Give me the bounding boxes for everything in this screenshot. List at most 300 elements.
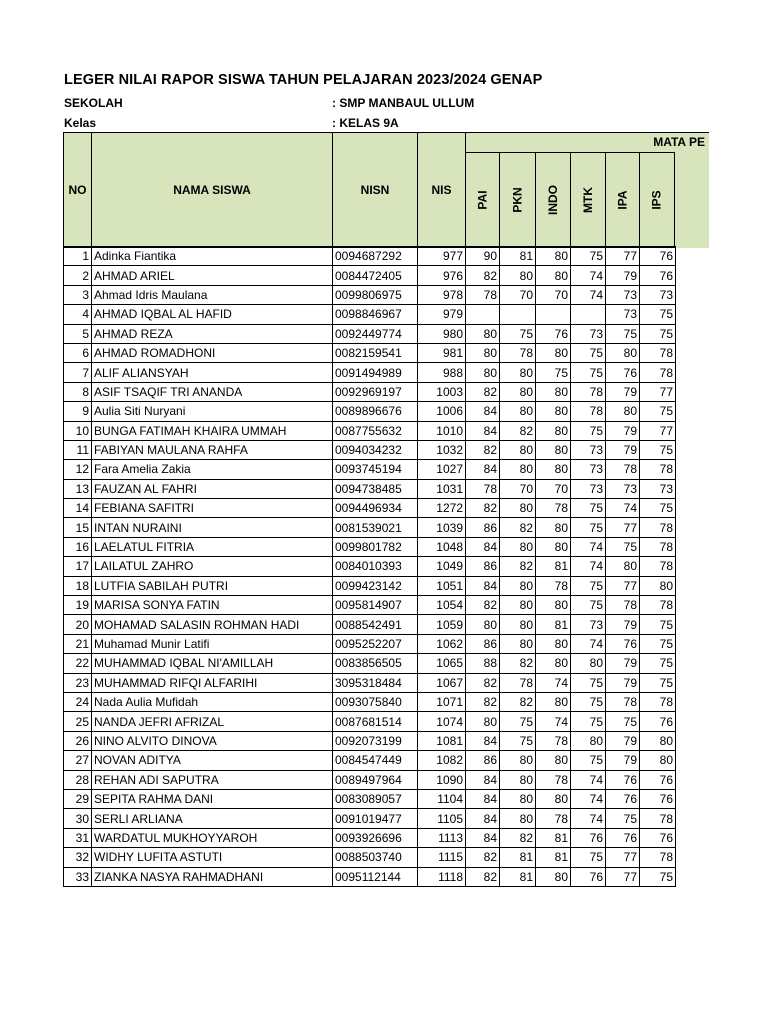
score-cell-pai: 82 xyxy=(466,499,500,518)
table-row xyxy=(64,557,676,576)
document-title: LEGER NILAI RAPOR SISWA TAHUN PELAJARAN 2023/2024 GENAP xyxy=(64,72,543,88)
table-row xyxy=(64,867,676,886)
row-nisn-cell: 0095814907 xyxy=(333,596,418,615)
row-nisn-cell: 0092969197 xyxy=(333,382,418,401)
score-cell-mtk: 75 xyxy=(571,363,606,382)
score-cell-pai: 82 xyxy=(466,867,500,886)
score-cell-ips: 76 xyxy=(640,712,676,731)
row-nisn-cell: 0099423142 xyxy=(333,576,418,595)
table-row xyxy=(64,537,676,556)
table-row xyxy=(64,421,676,440)
score-cell-pkn: 80 xyxy=(500,363,536,382)
row-no-cell: 22 xyxy=(64,654,92,673)
row-nis-cell: 979 xyxy=(418,305,466,324)
score-cell-pai: 84 xyxy=(466,731,500,750)
row-nis-cell: 1059 xyxy=(418,615,466,634)
score-cell-mtk: 75 xyxy=(571,848,606,867)
score-cell-pkn: 80 xyxy=(500,537,536,556)
score-cell-pkn: 81 xyxy=(500,247,536,266)
score-cell-indo: 80 xyxy=(536,518,571,537)
score-cell-ips: 73 xyxy=(640,479,676,498)
row-no-cell: 20 xyxy=(64,615,92,634)
table-row xyxy=(64,363,676,382)
row-no-cell: 24 xyxy=(64,692,92,711)
score-cell-ips: 80 xyxy=(640,751,676,770)
score-cell-ips: 75 xyxy=(640,634,676,653)
row-name-cell: ASIF TSAQIF TRI ANANDA xyxy=(92,382,333,401)
score-cell-ips: 75 xyxy=(640,440,676,459)
row-no-cell: 19 xyxy=(64,596,92,615)
score-cell-pai: 84 xyxy=(466,789,500,808)
score-cell-mtk: 73 xyxy=(571,460,606,479)
header-subject-mtk: MTK xyxy=(570,152,605,248)
header-nis: NIS xyxy=(417,132,465,248)
row-nis-cell: 1062 xyxy=(418,634,466,653)
score-cell-ipa: 79 xyxy=(606,440,640,459)
row-name-cell: MUHAMMAD IQBAL NI'AMILLAH xyxy=(92,654,333,673)
table-row xyxy=(64,692,676,711)
score-cell-mtk: 74 xyxy=(571,809,606,828)
row-name-cell: Muhamad Munir Latifi xyxy=(92,634,333,653)
score-cell-pai: 82 xyxy=(466,848,500,867)
score-cell-ipa: 75 xyxy=(606,712,640,731)
row-name-cell: LAILATUL ZAHRO xyxy=(92,557,333,576)
row-no-cell: 33 xyxy=(64,867,92,886)
score-cell-ipa: 75 xyxy=(606,809,640,828)
score-cell-ipa: 79 xyxy=(606,421,640,440)
score-cell-ipa: 75 xyxy=(606,324,640,343)
row-nisn-cell: 3095318484 xyxy=(333,673,418,692)
row-nis-cell: 1272 xyxy=(418,499,466,518)
score-cell-pai: 84 xyxy=(466,460,500,479)
row-nis-cell: 980 xyxy=(418,324,466,343)
row-no-cell: 26 xyxy=(64,731,92,750)
score-cell-mtk: 75 xyxy=(571,576,606,595)
row-nisn-cell: 0087681514 xyxy=(333,712,418,731)
score-cell-pkn: 80 xyxy=(500,440,536,459)
score-cell-ips: 75 xyxy=(640,673,676,692)
score-cell-ips: 75 xyxy=(640,402,676,421)
row-nisn-cell: 0087755632 xyxy=(333,421,418,440)
score-cell-pai: 84 xyxy=(466,809,500,828)
row-nisn-cell: 0093075840 xyxy=(333,692,418,711)
row-name-cell: AHMAD ROMADHONI xyxy=(92,343,333,362)
row-no-cell: 27 xyxy=(64,751,92,770)
score-cell-ipa: 75 xyxy=(606,537,640,556)
score-cell-ips: 80 xyxy=(640,731,676,750)
score-cell-ipa: 80 xyxy=(606,343,640,362)
row-nisn-cell: 0093745194 xyxy=(333,460,418,479)
score-cell-pkn: 81 xyxy=(500,848,536,867)
row-name-cell: WIDHY LUFITA ASTUTI xyxy=(92,848,333,867)
row-name-cell: MUHAMMAD RIFQI ALFARIHI xyxy=(92,673,333,692)
row-name-cell: Ahmad Idris Maulana xyxy=(92,285,333,304)
score-cell-mtk: 75 xyxy=(571,518,606,537)
score-cell-mtk: 75 xyxy=(571,343,606,362)
row-nisn-cell: 0084472405 xyxy=(333,266,418,285)
row-name-cell: Nada Aulia Mufidah xyxy=(92,692,333,711)
row-nis-cell: 1049 xyxy=(418,557,466,576)
score-cell-ipa: 79 xyxy=(606,751,640,770)
score-cell-mtk: 75 xyxy=(571,421,606,440)
header-subject-indo: INDO xyxy=(535,152,570,248)
header-subject-ips: IPS xyxy=(639,152,675,248)
row-no-cell: 21 xyxy=(64,634,92,653)
table-row xyxy=(64,654,676,673)
score-cell-ips: 75 xyxy=(640,654,676,673)
score-cell-ips: 78 xyxy=(640,596,676,615)
score-cell-indo: 78 xyxy=(536,770,571,789)
score-cell-ipa: 79 xyxy=(606,731,640,750)
row-name-cell: Adinka Fiantika xyxy=(92,247,333,266)
score-cell-ipa: 77 xyxy=(606,576,640,595)
score-cell-ips: 78 xyxy=(640,518,676,537)
table-row xyxy=(64,809,676,828)
table-row xyxy=(64,382,676,401)
score-cell-mtk: 80 xyxy=(571,654,606,673)
score-cell-ipa: 73 xyxy=(606,305,640,324)
row-name-cell: AHMAD REZA xyxy=(92,324,333,343)
row-name-cell: Aulia Siti Nuryani xyxy=(92,402,333,421)
score-cell-mtk: 73 xyxy=(571,440,606,459)
score-cell-ips: 78 xyxy=(640,537,676,556)
score-cell-ips: 75 xyxy=(640,867,676,886)
row-name-cell: NINO ALVITO DINOVA xyxy=(92,731,333,750)
score-cell-pai: 82 xyxy=(466,673,500,692)
header-subject-pai: PAI xyxy=(465,152,499,248)
row-name-cell: LUTFIA SABILAH PUTRI xyxy=(92,576,333,595)
score-cell-ips: 73 xyxy=(640,285,676,304)
score-cell-ipa: 79 xyxy=(606,673,640,692)
row-nisn-cell: 0098846967 xyxy=(333,305,418,324)
row-no-cell: 1 xyxy=(64,247,92,266)
score-cell-mtk: 78 xyxy=(571,382,606,401)
row-nisn-cell: 0092449774 xyxy=(333,324,418,343)
row-no-cell: 31 xyxy=(64,828,92,847)
score-cell-ips: 78 xyxy=(640,692,676,711)
score-cell-pai: 86 xyxy=(466,518,500,537)
score-cell-pai: 84 xyxy=(466,770,500,789)
row-name-cell: MARISA SONYA FATIN xyxy=(92,596,333,615)
row-nis-cell: 1003 xyxy=(418,382,466,401)
score-cell-mtk: 74 xyxy=(571,266,606,285)
score-cell-indo: 70 xyxy=(536,285,571,304)
score-cell-indo: 81 xyxy=(536,828,571,847)
score-cell-indo: 80 xyxy=(536,751,571,770)
score-cell-indo: 81 xyxy=(536,557,571,576)
row-nis-cell: 978 xyxy=(418,285,466,304)
row-nisn-cell: 0093926696 xyxy=(333,828,418,847)
score-cell-ips: 78 xyxy=(640,809,676,828)
row-name-cell: NOVAN ADITYA xyxy=(92,751,333,770)
score-cell-indo: 80 xyxy=(536,421,571,440)
score-cell-ipa: 77 xyxy=(606,247,640,266)
table-row xyxy=(64,751,676,770)
row-nis-cell: 1105 xyxy=(418,809,466,828)
score-cell-ipa: 77 xyxy=(606,848,640,867)
row-no-cell: 32 xyxy=(64,848,92,867)
score-cell-pai: 78 xyxy=(466,285,500,304)
row-no-cell: 11 xyxy=(64,440,92,459)
row-no-cell: 4 xyxy=(64,305,92,324)
row-nis-cell: 1065 xyxy=(418,654,466,673)
row-no-cell: 6 xyxy=(64,343,92,362)
header-subject-ipa: IPA xyxy=(605,152,639,248)
score-cell-indo: 80 xyxy=(536,402,571,421)
row-name-cell: MOHAMAD SALASIN ROHMAN HADI xyxy=(92,615,333,634)
score-cell-pkn: 78 xyxy=(500,673,536,692)
score-cell-ips: 77 xyxy=(640,421,676,440)
score-cell-ips: 76 xyxy=(640,266,676,285)
row-nisn-cell: 0095252207 xyxy=(333,634,418,653)
score-cell-pai: 80 xyxy=(466,343,500,362)
score-cell-pai: 82 xyxy=(466,266,500,285)
score-cell-mtk: 76 xyxy=(571,828,606,847)
row-nisn-cell: 0095112144 xyxy=(333,867,418,886)
score-cell-ips: 78 xyxy=(640,848,676,867)
table-row xyxy=(64,576,676,595)
school-value: : SMP MANBAUL ULLUM xyxy=(332,96,475,110)
score-cell-pkn: 80 xyxy=(500,266,536,285)
score-cell-indo: 80 xyxy=(536,382,571,401)
row-no-cell: 7 xyxy=(64,363,92,382)
table-row xyxy=(64,305,676,324)
row-nisn-cell: 0094496934 xyxy=(333,499,418,518)
score-cell-indo: 80 xyxy=(536,537,571,556)
row-nisn-cell: 0089497964 xyxy=(333,770,418,789)
score-cell-ipa: 76 xyxy=(606,828,640,847)
score-cell-pkn: 80 xyxy=(500,382,536,401)
table-row xyxy=(64,731,676,750)
row-nisn-cell: 0082159541 xyxy=(333,343,418,362)
table-row xyxy=(64,440,676,459)
row-nis-cell: 1104 xyxy=(418,789,466,808)
score-cell-pkn: 80 xyxy=(500,615,536,634)
score-cell-pkn: 80 xyxy=(500,596,536,615)
row-name-cell: AHMAD IQBAL AL HAFID xyxy=(92,305,333,324)
row-nis-cell: 1031 xyxy=(418,479,466,498)
row-name-cell: FABIYAN MAULANA RAHFA xyxy=(92,440,333,459)
score-cell-ipa: 78 xyxy=(606,692,640,711)
score-cell-ipa: 80 xyxy=(606,402,640,421)
score-cell-ips: 80 xyxy=(640,576,676,595)
row-nis-cell: 1010 xyxy=(418,421,466,440)
row-nisn-cell: 0083856505 xyxy=(333,654,418,673)
score-cell-indo: 74 xyxy=(536,712,571,731)
row-nisn-cell: 0084547449 xyxy=(333,751,418,770)
row-name-cell: SERLI ARLIANA xyxy=(92,809,333,828)
row-nis-cell: 1032 xyxy=(418,440,466,459)
row-nis-cell: 1071 xyxy=(418,692,466,711)
header-subject-pkn: PKN xyxy=(499,152,535,248)
row-no-cell: 16 xyxy=(64,537,92,556)
score-cell-mtk: 75 xyxy=(571,712,606,731)
row-no-cell: 23 xyxy=(64,673,92,692)
score-cell-indo: 78 xyxy=(536,731,571,750)
score-cell-pai: 82 xyxy=(466,382,500,401)
row-no-cell: 5 xyxy=(64,324,92,343)
score-cell-pkn: 70 xyxy=(500,285,536,304)
row-name-cell: REHAN ADI SAPUTRA xyxy=(92,770,333,789)
score-cell-mtk: 74 xyxy=(571,537,606,556)
row-nis-cell: 1067 xyxy=(418,673,466,692)
score-cell-ips: 77 xyxy=(640,382,676,401)
score-cell-mtk: 80 xyxy=(571,731,606,750)
row-nis-cell: 1082 xyxy=(418,751,466,770)
score-cell-pai: 78 xyxy=(466,479,500,498)
score-cell-pkn: 80 xyxy=(500,460,536,479)
row-no-cell: 10 xyxy=(64,421,92,440)
table-header xyxy=(63,132,709,248)
row-no-cell: 15 xyxy=(64,518,92,537)
header-no: NO xyxy=(63,132,91,248)
score-cell-indo: 70 xyxy=(536,479,571,498)
score-cell-pkn: 75 xyxy=(500,731,536,750)
score-cell-ips: 75 xyxy=(640,499,676,518)
score-cell-ips: 78 xyxy=(640,363,676,382)
score-cell-indo: 80 xyxy=(536,343,571,362)
score-cell-pai: 86 xyxy=(466,557,500,576)
score-cell-mtk: 74 xyxy=(571,557,606,576)
score-cell-pai: 90 xyxy=(466,247,500,266)
score-cell-ipa: 79 xyxy=(606,654,640,673)
score-cell-indo: 81 xyxy=(536,848,571,867)
row-name-cell: LAELATUL FITRIA xyxy=(92,537,333,556)
score-cell-pai: 82 xyxy=(466,596,500,615)
score-cell-indo: 78 xyxy=(536,809,571,828)
score-cell-ips: 78 xyxy=(640,460,676,479)
score-cell-pai: 88 xyxy=(466,654,500,673)
score-cell-ipa: 76 xyxy=(606,770,640,789)
table-row xyxy=(64,402,676,421)
score-cell-ipa: 78 xyxy=(606,596,640,615)
score-cell-pkn: 80 xyxy=(500,634,536,653)
row-nisn-cell: 0083089057 xyxy=(333,789,418,808)
score-cell-pkn: 80 xyxy=(500,789,536,808)
score-cell-indo xyxy=(536,305,571,324)
score-cell-pkn: 80 xyxy=(500,499,536,518)
header-nisn: NISN xyxy=(332,132,417,248)
table-row xyxy=(64,634,676,653)
score-cell-ipa: 80 xyxy=(606,557,640,576)
row-no-cell: 18 xyxy=(64,576,92,595)
score-cell-indo: 80 xyxy=(536,596,571,615)
table-row xyxy=(64,324,676,343)
score-cell-indo: 80 xyxy=(536,247,571,266)
score-cell-indo: 81 xyxy=(536,615,571,634)
score-cell-pkn: 82 xyxy=(500,692,536,711)
row-nisn-cell: 0094034232 xyxy=(333,440,418,459)
score-cell-pkn: 82 xyxy=(500,518,536,537)
score-cell-indo: 74 xyxy=(536,673,571,692)
row-no-cell: 9 xyxy=(64,402,92,421)
row-nis-cell: 1118 xyxy=(418,867,466,886)
score-cell-pkn: 80 xyxy=(500,770,536,789)
score-cell-ips: 75 xyxy=(640,615,676,634)
score-cell-indo: 80 xyxy=(536,266,571,285)
row-no-cell: 13 xyxy=(64,479,92,498)
row-nisn-cell: 0088503740 xyxy=(333,848,418,867)
score-cell-pai: 86 xyxy=(466,751,500,770)
row-nis-cell: 1027 xyxy=(418,460,466,479)
score-cell-ipa: 74 xyxy=(606,499,640,518)
row-nisn-cell: 0088542491 xyxy=(333,615,418,634)
score-cell-pkn: 82 xyxy=(500,421,536,440)
score-cell-ips: 75 xyxy=(640,305,676,324)
table-row xyxy=(64,499,676,518)
row-nis-cell: 1051 xyxy=(418,576,466,595)
table-row xyxy=(64,789,676,808)
score-cell-ipa: 77 xyxy=(606,518,640,537)
grades-table xyxy=(63,246,676,887)
row-no-cell: 8 xyxy=(64,382,92,401)
row-nis-cell: 1115 xyxy=(418,848,466,867)
score-cell-indo: 80 xyxy=(536,867,571,886)
row-name-cell: AHMAD ARIEL xyxy=(92,266,333,285)
score-cell-ips: 76 xyxy=(640,770,676,789)
score-cell-pai: 80 xyxy=(466,712,500,731)
score-cell-ips: 76 xyxy=(640,789,676,808)
row-nisn-cell: 0084010393 xyxy=(333,557,418,576)
row-nis-cell: 988 xyxy=(418,363,466,382)
table-row xyxy=(64,247,676,266)
score-cell-mtk: 74 xyxy=(571,634,606,653)
score-cell-pkn: 80 xyxy=(500,751,536,770)
class-info xyxy=(64,116,399,130)
score-cell-indo: 80 xyxy=(536,440,571,459)
score-cell-pkn: 80 xyxy=(500,402,536,421)
header-extra-fill xyxy=(675,152,709,248)
row-name-cell: ZIANKA NASYA RAHMADHANI xyxy=(92,867,333,886)
row-name-cell: ALIF ALIANSYAH xyxy=(92,363,333,382)
score-cell-indo: 80 xyxy=(536,692,571,711)
score-cell-indo: 75 xyxy=(536,363,571,382)
score-cell-ipa: 78 xyxy=(606,460,640,479)
row-nis-cell: 977 xyxy=(418,247,466,266)
school-label: SEKOLAH xyxy=(64,96,123,110)
row-name-cell: FAUZAN AL FAHRI xyxy=(92,479,333,498)
row-no-cell: 2 xyxy=(64,266,92,285)
score-cell-pai: 84 xyxy=(466,421,500,440)
score-cell-indo: 80 xyxy=(536,654,571,673)
row-nisn-cell: 0094687292 xyxy=(333,247,418,266)
row-nisn-cell: 0091019477 xyxy=(333,809,418,828)
row-nis-cell: 1006 xyxy=(418,402,466,421)
score-cell-ipa: 76 xyxy=(606,634,640,653)
row-nis-cell: 1113 xyxy=(418,828,466,847)
score-cell-mtk xyxy=(571,305,606,324)
table-row xyxy=(64,848,676,867)
row-no-cell: 30 xyxy=(64,809,92,828)
score-cell-pai: 84 xyxy=(466,828,500,847)
score-cell-indo: 80 xyxy=(536,460,571,479)
score-cell-mtk: 75 xyxy=(571,499,606,518)
score-cell-mtk: 73 xyxy=(571,615,606,634)
score-cell-ips: 78 xyxy=(640,557,676,576)
school-info xyxy=(64,96,475,110)
score-cell-pkn: 80 xyxy=(500,809,536,828)
score-cell-pai: 80 xyxy=(466,615,500,634)
row-nis-cell: 1039 xyxy=(418,518,466,537)
row-no-cell: 29 xyxy=(64,789,92,808)
table-row xyxy=(64,460,676,479)
score-cell-indo: 76 xyxy=(536,324,571,343)
score-cell-pkn xyxy=(500,305,536,324)
row-no-cell: 25 xyxy=(64,712,92,731)
score-cell-ipa: 79 xyxy=(606,266,640,285)
score-cell-pkn: 70 xyxy=(500,479,536,498)
header-subjects-group: MATA PE xyxy=(465,132,709,152)
